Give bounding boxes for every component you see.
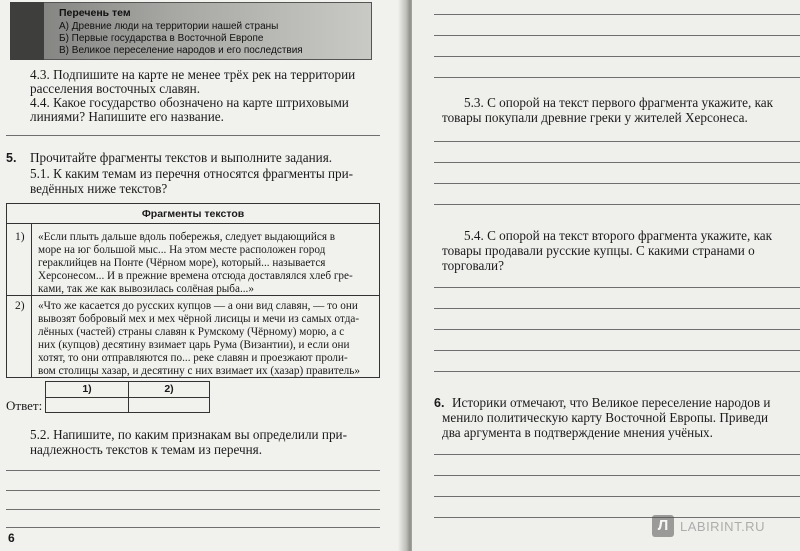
answer-grid [45,381,210,413]
topics-box [10,2,372,60]
task-5-3-line-2: товары покупали древние греки у жителей Херсонеса. [442,110,748,125]
task-6-line-2: менило политическую карту Восточной Европы. Приведи [442,410,769,425]
answer-label: Ответ: [6,398,43,413]
answer-line[interactable] [434,162,800,163]
fragment-2-line: «Что же касается до русских купцов — а они вид славян, — то они [38,300,358,312]
task-5-4-line-1: 5.4. С опорой на текст второго фрагмента укажите, как [464,228,773,243]
answer-grid-divider [46,397,209,398]
answer-line[interactable] [434,475,800,476]
fragment-1-line: Херсонесом... И в прежние времена отсюда доставлялся хлеб гре- [38,270,353,282]
task-5-text: Прочитайте фрагменты текстов и выполните задания. [30,150,333,165]
fragments-table [6,203,380,378]
fragment-2-line: них (купцов) десятину взимает царь Рума (Византии), и если они [38,339,350,351]
task-5-1-line-1: 5.1. К каким темам из перечня относятся фрагменты при- [30,166,354,181]
answer-line[interactable] [6,527,380,528]
answer-header-1: 1) [82,383,92,395]
answer-line[interactable] [6,509,380,510]
answer-line[interactable] [434,141,800,142]
answer-line[interactable] [434,35,800,36]
labirint-watermark [652,515,765,537]
task-6-line-3: два аргумента в подтверждение мнения учёных. [442,425,713,440]
task-5-4-line-3: торговали? [442,258,504,273]
answer-line[interactable] [434,350,800,351]
task-5-number: 5. [6,151,17,165]
task-6-line-1: Историки отмечают, что Великое переселение народов и [452,395,771,410]
answer-line[interactable] [434,14,800,15]
answer-line[interactable] [434,329,800,330]
task-5-3-line-1: 5.3. С опорой на текст первого фрагмента укажите, как [464,95,774,110]
answer-header-2: 2) [164,383,174,395]
task-5-4-line-2: товары продавали русские купцы. С какими странами о [442,243,755,258]
labirint-logo-icon: Л [652,515,674,537]
task-6-number: 6. [434,396,445,410]
answer-line[interactable] [434,371,800,372]
answer-line[interactable] [434,287,800,288]
fragment-1-line: «Если плыть дальше вдоль побережья, следует выдающийся в [38,231,336,243]
answer-line[interactable] [6,490,380,491]
task-5-2-line-2: надлежность текстов к темам из перечня. [30,442,263,457]
task-5-2-line-1: 5.2. Напишите, по каким признакам вы определили при- [30,427,348,442]
answer-line[interactable] [434,308,800,309]
fragment-2-line: хотят, то они отправляются по... реке славян и проезжают проли- [38,352,348,364]
topics-box-tab [10,2,44,60]
answer-line[interactable] [434,496,800,497]
answer-line[interactable] [434,56,800,57]
topic-item-c: В) Великое переселение народов и его последствия [59,45,303,56]
topic-item-b: Б) Первые государства в Восточной Европе [59,33,264,44]
answer-line[interactable] [434,77,800,78]
fragments-table-header: Фрагменты текстов [7,204,379,224]
fragment-1-line: море на юг большой мыс... На этом месте расположен город [38,244,326,256]
answer-line[interactable] [434,183,800,184]
fragments-number-column-divider [31,224,32,377]
answer-line[interactable] [434,454,800,455]
fragment-1-number: 1) [15,231,25,243]
page-number: 6 [8,531,15,545]
fragment-1-line: ками, так же как вывозилась солёная рыба...» [38,283,254,295]
fragment-2-number: 2) [15,300,25,312]
task-5-1-line-2: ведённых ниже текстов? [30,181,168,196]
right-page [412,0,800,551]
task-4-3-line-2: расселения восточных славян. [30,81,201,96]
answer-line[interactable] [434,204,800,205]
task-4-4-line-2: линиями? Напишите его название. [30,109,224,124]
topic-item-a: А) Древние люди на территории нашей страны [59,21,279,32]
fragment-2-line: вывозят бобровый мех и мех чёрной лисицы и мечи из самых отда- [38,313,360,325]
fragment-2-line: лённых (частей) страны славян к Румскому (Чёрному) морю, а с [38,326,345,338]
fragment-1-line: гераклийцев на Понте (Чёрном море), который... называется [38,257,326,269]
fragment-2-line: вом столицы хазар, и десятину с них взимает их (хазар) правитель» [38,365,360,377]
topics-title: Перечень тем [59,7,131,19]
watermark-text: LABIRINT.RU [680,518,765,534]
answer-line[interactable] [6,470,380,471]
answer-line[interactable] [6,135,380,136]
task-4-3-line-1: 4.3. Подпишите на карте не менее трёх рек на территории [30,67,356,82]
task-4-4-line-1: 4.4. Какое государство обозначено на карте штриховыми [30,95,349,110]
